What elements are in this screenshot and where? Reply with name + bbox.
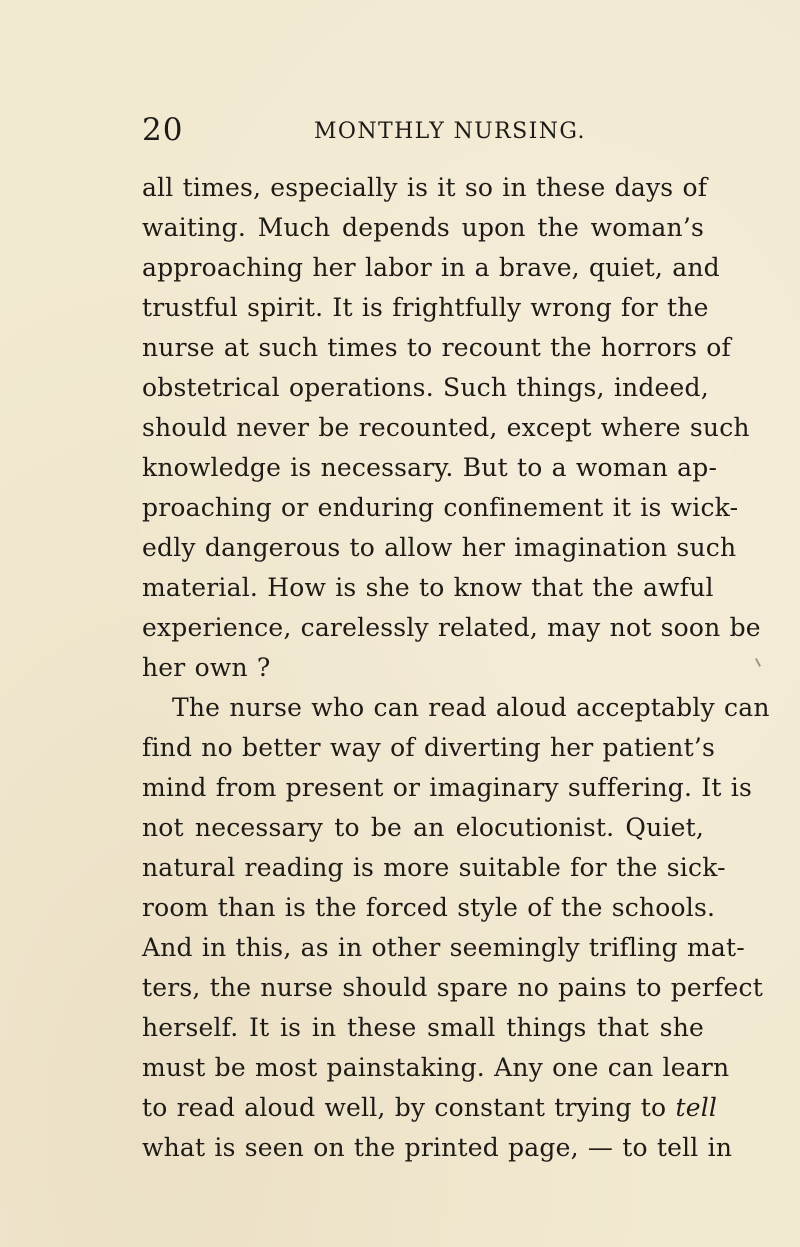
- paragraph-2: [142, 688, 770, 1168]
- text-line: obstetrical operations. Such things, indeed,: [142, 373, 709, 402]
- text-line: [142, 1088, 718, 1128]
- text-line: proaching or enduring confinement it is wick-: [142, 493, 739, 522]
- text-line: experience, carelessly related, may not soon be: [142, 613, 761, 642]
- text-line: her own ?: [142, 653, 271, 682]
- text-line: should never be recounted, except where such: [142, 413, 750, 442]
- text-line: herself. It is in these small things that she: [142, 1013, 704, 1042]
- text-line: room than is the forced style of the schools.: [142, 893, 716, 922]
- text-line: waiting. Much depends upon the woman’s: [142, 213, 704, 242]
- page-number: 20: [142, 112, 184, 148]
- line-text: to read aloud well, by constant trying to: [142, 1093, 667, 1122]
- body-text: [142, 168, 770, 1168]
- text-line: The nurse who can read aloud acceptably can: [172, 693, 770, 722]
- text-line: And in this, as in other seemingly trifling mat-: [142, 933, 745, 962]
- text-line: natural reading is more suitable for the sick-: [142, 853, 726, 882]
- text-line: material. How is she to know that the awful: [142, 573, 714, 602]
- text-line: what is seen on the printed page, — to tell in: [142, 1133, 733, 1162]
- text-line: trustful spirit. It is frightfully wrong for the: [142, 293, 709, 322]
- paper-speck: [755, 658, 761, 667]
- paragraph-1: [142, 168, 761, 688]
- page-header: [142, 112, 702, 152]
- text-line: nurse at such times to recount the horrors of: [142, 333, 731, 362]
- text-line: all times, especially is it so in these days of: [142, 173, 708, 202]
- running-title: MONTHLY NURSING.: [314, 119, 586, 144]
- text-line: ters, the nurse should spare no pains to perfect: [142, 973, 763, 1002]
- italic-word: tell: [675, 1093, 718, 1122]
- text-line: approaching her labor in a brave, quiet, and: [142, 253, 720, 282]
- text-line: must be most painstaking. Any one can learn: [142, 1053, 730, 1082]
- text-line: edly dangerous to allow her imagination such: [142, 533, 737, 562]
- text-line: find no better way of diverting her patient’s: [142, 733, 716, 762]
- text-line: knowledge is necessary. But to a woman ap-: [142, 453, 718, 482]
- text-line: mind from present or imaginary suffering. It is: [142, 773, 752, 802]
- text-line: not necessary to be an elocutionist. Quiet,: [142, 813, 704, 842]
